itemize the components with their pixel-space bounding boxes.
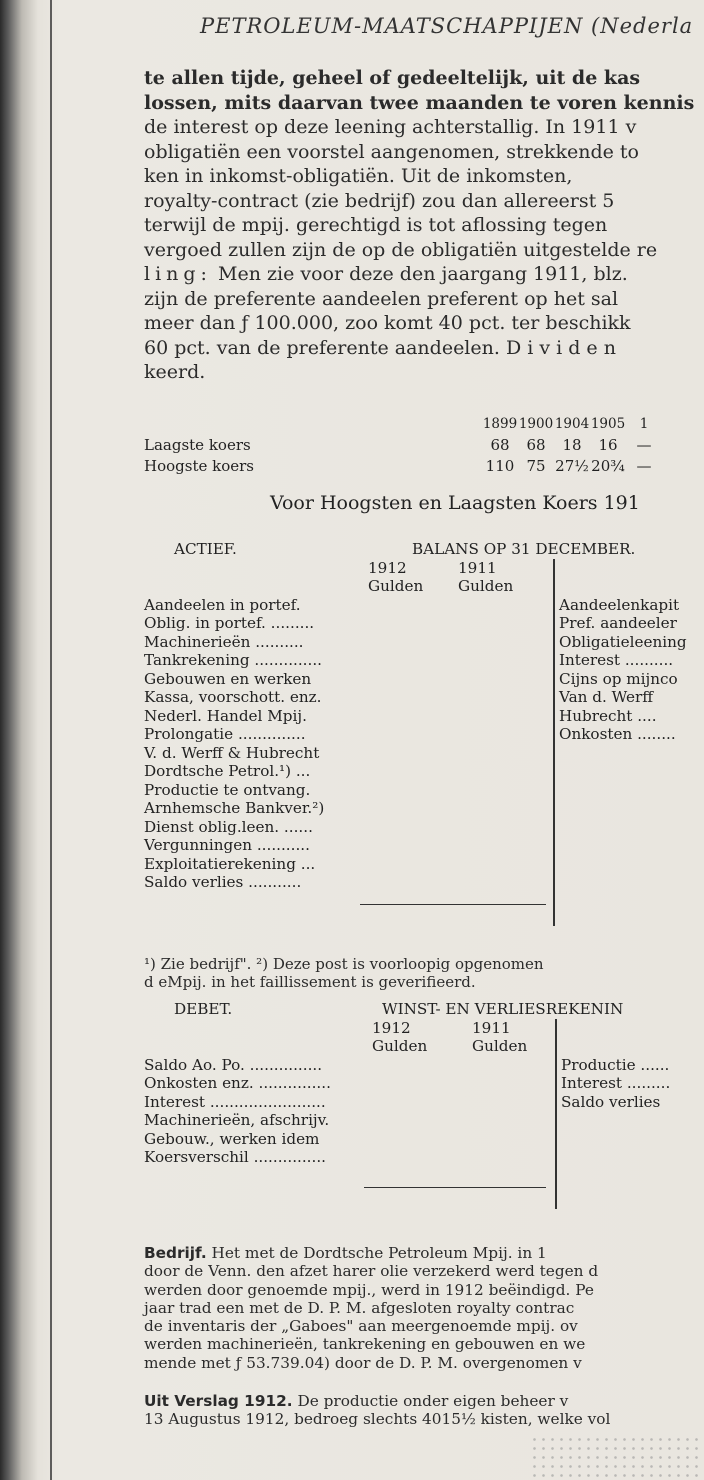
table-divider — [553, 559, 555, 927]
row-label: Saldo verlies ........... — [144, 873, 302, 891]
row-label: Koersverschil ............... — [144, 1148, 326, 1166]
paragraph-heading: Bedrijf. — [144, 1244, 207, 1262]
footnote-line: ¹) Zie bedrijf". ²) Deze post is voorloopig opgenomen — [144, 955, 544, 973]
column-header: Gulden — [372, 1037, 428, 1055]
rates-year: 1899 — [482, 416, 518, 432]
intro-line: ken in inkomst-obligatiën. Uit de inkomsten, — [144, 165, 573, 187]
column-header: 1911 — [472, 1018, 511, 1037]
row-label: Exploitatierekening ... — [144, 854, 316, 873]
column-header: 1912 — [372, 1018, 411, 1037]
paragraph-line: mende met ƒ 53.739.04) door de D. P. M. overgenomen v — [144, 1353, 582, 1372]
row-label: Gebouwen en werken — [144, 669, 312, 688]
right-column-label: Van d. Werff — [559, 688, 654, 706]
total-rule — [360, 904, 546, 905]
right-column-label: Pref. aandeeler — [559, 614, 677, 632]
column-header: Gulden — [368, 577, 424, 595]
intro-line: meer dan ƒ 100.000, zoo komt 40 pct. ter beschikk — [144, 312, 631, 334]
intro-line: 60 pct. van de preferente aandeelen. D i v i d e n — [144, 336, 616, 359]
right-column-label: Saldo verlies — [561, 1092, 661, 1111]
intro-line: keerd. — [144, 361, 206, 383]
spaced-word: ling: — [144, 263, 212, 285]
right-column-label: Hubrecht .... — [559, 706, 657, 725]
right-column-label: Interest ......... — [561, 1074, 671, 1092]
right-column-label: Onkosten ........ — [559, 725, 676, 743]
footnote-line: d eMpij. in het faillissement is geverifieerd. — [144, 973, 476, 991]
table-left-heading: ACTIEF. — [174, 540, 237, 558]
rates-note: Voor Hoogsten en Laagsten Koers 191 — [270, 492, 640, 514]
rates-value: 20¾ — [591, 457, 625, 475]
column-header: Gulden — [472, 1037, 528, 1055]
right-column-label: Productie ...... — [561, 1055, 670, 1074]
row-label: Arnhemsche Bankver.²) — [144, 799, 325, 817]
row-label: Prolongatie .............. — [144, 725, 306, 743]
intro-line: ling: Men zie voor deze den jaargang 1911, blz. — [144, 263, 628, 285]
row-label: Aandeelen in portef. — [144, 595, 301, 614]
rates-year: 1904 — [554, 416, 590, 432]
row-label: Kassa, voorschott. enz. — [144, 688, 322, 706]
row-label: Dordtsche Petrol.¹) ... — [144, 762, 311, 780]
page-corner-stamp — [530, 1435, 704, 1480]
right-column-label: Interest .......... — [559, 651, 674, 669]
paragraph-line — [144, 1244, 598, 1262]
row-label: Tankrekening .............. — [144, 651, 322, 669]
paragraph-text: Het met de Dordtsche Petroleum Mpij. in 1 — [211, 1244, 547, 1262]
table-divider — [555, 1019, 557, 1210]
rates-value: 68 — [526, 436, 546, 454]
bedrijf-paragraph — [144, 1244, 598, 1372]
row-label: Machinerieën, afschrijv. — [144, 1111, 330, 1129]
row-label: Saldo Ao. Po. ............... — [144, 1055, 323, 1074]
rates-year: 1905 — [590, 416, 626, 432]
right-column-label: Obligatieleening — [559, 632, 687, 651]
row-label: V. d. Werff & Hubrecht — [144, 743, 320, 762]
intro-line: obligatiën een voorstel aangenomen, strekkende to — [144, 140, 639, 163]
intro-line: vergoed zullen zijn de op de obligatiën uitgestelde re — [144, 238, 658, 261]
rates-label: Laagste koers — [144, 436, 251, 454]
paragraph-line — [144, 1392, 610, 1410]
row-label: Onkosten enz. ............... — [144, 1074, 331, 1092]
paragraph-line: jaar trad een met de D. P. M. afgesloten royalty contrac — [144, 1298, 575, 1317]
row-label: Oblig. in portef. ......... — [144, 614, 315, 632]
row-label: Nederl. Handel Mpij. — [144, 706, 307, 725]
rates-value: 75 — [526, 457, 546, 475]
rates-value: — — [636, 436, 652, 454]
row-label: Machinerieën .......... — [144, 632, 304, 651]
running-head: PETROLEUM-MAATSCHAPPIJEN (Nederla — [200, 14, 694, 38]
intro-line: de interest op deze leening achterstallig. In 1911 v — [144, 116, 637, 138]
paragraph-line: werden machinerieën, tankrekening en gebouwen en we — [144, 1335, 586, 1354]
table-title: BALANS OP 31 DECEMBER. — [412, 540, 636, 558]
row-label: Interest ........................ — [144, 1092, 326, 1111]
rates-value: 68 — [490, 436, 510, 454]
row-label: Productie te ontvang. — [144, 780, 311, 799]
paragraph-line: werden door genoemde mpij., werd in 1912 beëindigd. Pe — [144, 1280, 594, 1299]
intro-line: lossen, mits daarvan twee maanden te voren kennis — [144, 91, 695, 114]
table-title: WINST- EN VERLIESREKENIN — [382, 1000, 624, 1018]
rates-value: 18 — [562, 436, 582, 454]
rates-value: — — [636, 457, 652, 475]
rates-value: 110 — [485, 457, 515, 475]
rates-year: 1 — [639, 416, 649, 432]
intro-paragraph — [144, 66, 694, 385]
total-rule — [364, 1187, 546, 1188]
rates-value: 27½ — [555, 457, 589, 475]
rates-label: Hoogste koers — [144, 457, 254, 475]
row-label: Gebouw., werken idem — [144, 1129, 320, 1148]
paragraph-line: door de Venn. den afzet harer olie verzekerd werd tegen d — [144, 1262, 599, 1281]
paragraph-heading: Uit Verslag 1912. — [144, 1392, 293, 1410]
intro-line: te allen tijde, geheel of gedeeltelijk, uit de kas — [144, 67, 641, 89]
verslag-paragraph — [144, 1392, 610, 1429]
right-column-label: Aandeelenkapit — [559, 595, 680, 614]
book-gutter — [50, 0, 52, 1480]
column-header: 1912 — [368, 558, 407, 577]
column-header: Gulden — [458, 577, 514, 595]
paragraph-text: De productie onder eigen beheer v — [297, 1392, 569, 1410]
intro-line: royalty-contract (zie bedrijf) zou dan allereerst 5 — [144, 189, 615, 212]
right-column-label: Cijns op mijnco — [559, 669, 678, 688]
rates-year: 1900 — [518, 416, 554, 432]
row-label: Dienst oblig.leen. ...... — [144, 817, 313, 836]
rates-value: 16 — [598, 436, 618, 454]
intro-line: zijn de preferente aandeelen preferent op het sal — [144, 287, 619, 310]
paragraph-line: de inventaris der „Gaboes" aan meergenoemde mpij. ov — [144, 1317, 578, 1336]
column-header: 1911 — [458, 558, 497, 577]
row-label: Vergunningen ........... — [144, 836, 310, 854]
footnotes — [144, 955, 544, 991]
table-left-heading: DEBET. — [174, 1000, 233, 1018]
intro-line: terwijl de mpij. gerechtigd is tot aflossing tegen — [144, 214, 608, 236]
paragraph-line: 13 Augustus 1912, bedroeg slechts 4015½ kisten, welke vol — [144, 1410, 611, 1429]
